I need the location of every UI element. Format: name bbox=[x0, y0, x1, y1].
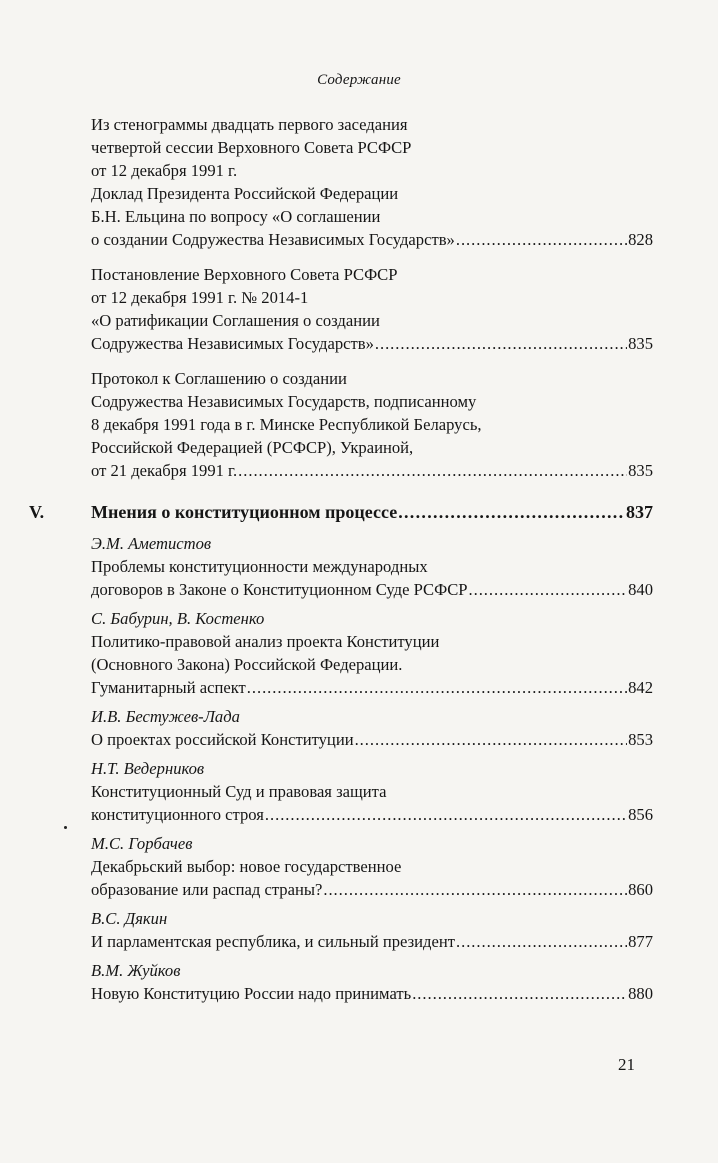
section-title: Мнения о конституционном процессе bbox=[91, 502, 398, 522]
toc-line: Б.Н. Ельцина по вопросу «О соглашении bbox=[91, 207, 381, 226]
toc-entry-gorbachev bbox=[91, 832, 653, 901]
toc-line: от 12 декабря 1991 г. bbox=[91, 161, 238, 180]
toc-entry-title: И парламентская республика, и сильный президент bbox=[91, 932, 455, 951]
toc-page-number: 856 bbox=[628, 805, 653, 824]
toc-entry-title: от 21 декабря 1991 г. bbox=[91, 461, 238, 480]
toc-line: Из стенограммы двадцать первого заседания bbox=[91, 115, 408, 134]
dot-leader bbox=[469, 578, 628, 601]
dot-leader bbox=[456, 228, 627, 251]
dot-leader bbox=[323, 878, 627, 901]
toc-leader-line bbox=[91, 332, 653, 355]
toc-leader-line bbox=[91, 578, 653, 601]
dot-leader bbox=[412, 982, 627, 1005]
toc-leader-line bbox=[91, 676, 653, 699]
toc-entry-title: договоров в Законе о Конституционном Суде РСФСР bbox=[91, 580, 468, 599]
toc-page-number: 835 bbox=[628, 334, 653, 353]
toc-leader-line bbox=[91, 228, 653, 251]
dot-leader bbox=[375, 332, 627, 355]
toc-line: Политико-правовой анализ проекта Конституции bbox=[91, 632, 440, 651]
toc-entry-stenogram bbox=[91, 113, 653, 251]
toc-entry-ametistov bbox=[91, 532, 653, 601]
toc-author: Н.Т. Ведерников bbox=[91, 759, 205, 778]
toc-line: от 12 декабря 1991 г. № 2014-1 bbox=[91, 288, 309, 307]
toc-leader-line bbox=[91, 930, 653, 953]
toc-line: Декабрьский выбор: новое государственное bbox=[91, 857, 402, 876]
toc-entry-title: образование или распад страны? bbox=[91, 880, 323, 899]
toc-page-number: 828 bbox=[628, 230, 653, 249]
toc-line: Проблемы конституционности международных bbox=[91, 557, 428, 576]
toc-page-number: 853 bbox=[628, 730, 653, 749]
dot-leader bbox=[355, 728, 628, 751]
toc-author: С. Бабурин, В. Костенко bbox=[91, 609, 265, 628]
toc-line: (Основного Закона) Российской Федерации. bbox=[91, 655, 403, 674]
toc-line: Протокол к Соглашению о создании bbox=[91, 369, 347, 388]
toc-page-number: 880 bbox=[628, 984, 653, 1003]
toc-page-number: 877 bbox=[628, 932, 653, 951]
section-number: V. bbox=[29, 502, 45, 522]
toc-entry-title: Новую Конституцию России надо принимать bbox=[91, 984, 412, 1003]
running-head: Содержание bbox=[317, 72, 401, 88]
dot-leader bbox=[456, 930, 627, 953]
toc-entry-title: Гуманитарный аспект bbox=[91, 678, 246, 697]
toc-line: Конституционный Суд и правовая защита bbox=[91, 782, 387, 801]
toc-line: четвертой сессии Верховного Совета РСФСР bbox=[91, 138, 412, 157]
toc-entry-title: конституционного строя bbox=[91, 805, 264, 824]
toc-page-number: 835 bbox=[628, 461, 653, 480]
page-number: 21 bbox=[618, 1055, 635, 1074]
toc-line: Содружества Независимых Государств, подписанному bbox=[91, 392, 477, 411]
toc-line: Постановление Верховного Совета РСФСР bbox=[91, 265, 398, 284]
toc-line: Российской Федерацией (РСФСР), Украиной, bbox=[91, 438, 414, 457]
dot-leader bbox=[238, 459, 627, 482]
dot-leader bbox=[247, 676, 627, 699]
print-speck bbox=[64, 826, 67, 829]
toc-entry-dyakin bbox=[91, 907, 653, 953]
toc-line: 8 декабря 1991 года в г. Минске Республикой Беларусь, bbox=[91, 415, 482, 434]
toc-entry-vedernikov bbox=[91, 757, 653, 826]
toc-line: «О ратификации Соглашения о создании bbox=[91, 311, 380, 330]
table-of-contents bbox=[29, 113, 653, 1011]
toc-page-number: 842 bbox=[628, 678, 653, 697]
toc-entry-resolution bbox=[91, 263, 653, 355]
toc-author: В.С. Дякин bbox=[91, 909, 168, 928]
toc-author: В.М. Жуйков bbox=[91, 961, 181, 980]
dot-leader bbox=[398, 500, 625, 524]
toc-line: Доклад Президента Российской Федерации bbox=[91, 184, 399, 203]
toc-author: Э.М. Аметистов bbox=[91, 534, 212, 553]
toc-entry-baburin bbox=[91, 607, 653, 699]
toc-leader-line bbox=[91, 878, 653, 901]
toc-section-heading bbox=[29, 500, 653, 524]
toc-leader-line bbox=[91, 728, 653, 751]
toc-entry-bestuzhev-lada bbox=[91, 705, 653, 751]
toc-entry-title: О проектах российской Конституции bbox=[91, 730, 354, 749]
toc-entry-title: Содружества Независимых Государств» bbox=[91, 334, 374, 353]
toc-page-number: 840 bbox=[628, 580, 653, 599]
dot-leader bbox=[265, 803, 627, 826]
toc-entry-zhuykov bbox=[91, 959, 653, 1005]
toc-author: М.С. Горбачев bbox=[91, 834, 193, 853]
toc-leader-line bbox=[91, 459, 653, 482]
toc-entry-title: о создании Содружества Независимых Государств» bbox=[91, 230, 455, 249]
toc-entry-protocol bbox=[91, 367, 653, 482]
toc-leader-line bbox=[91, 803, 653, 826]
section-page-number: 837 bbox=[626, 502, 653, 522]
toc-author: И.В. Бестужев-Лада bbox=[91, 707, 240, 726]
toc-leader-line bbox=[91, 982, 653, 1005]
toc-page-number: 860 bbox=[628, 880, 653, 899]
